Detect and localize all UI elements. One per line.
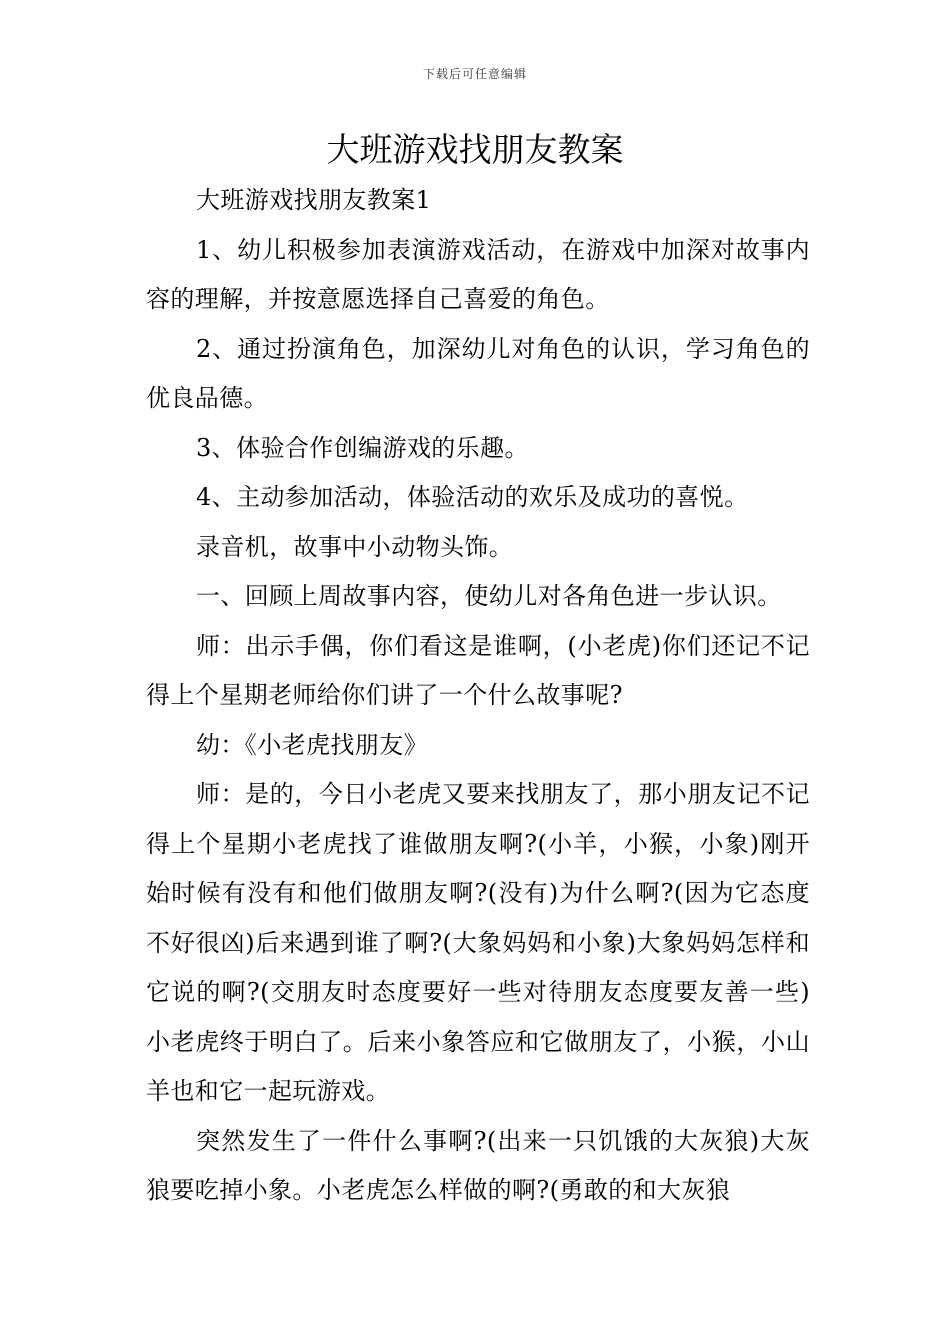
step-1-paragraph: 一、回顾上周故事内容，使幼儿对各角色进一步认识。 [196, 582, 782, 610]
document-title: 大班游戏找朋友教案 [326, 130, 624, 169]
header-note: 下载后可任意编辑 [422, 67, 527, 81]
story-event-paragraph: 突然发生了一件什么事啊?(出来一只饥饿的大灰狼)大灰狼要吃掉小象。小老虎怎么样做的啊?(勇敢的和大灰狼 [146, 1126, 810, 1204]
objective-4-paragraph: 4、主动参加活动，体验活动的欢乐及成功的喜悦。 [196, 483, 749, 511]
subtitle-paragraph: 大班游戏找朋友教案1 [196, 186, 432, 214]
child-line-paragraph: 幼：《小老虎找朋友》 [196, 730, 428, 759]
objective-2-paragraph: 2、通过扮演角色，加深幼儿对角色的认识，学习角色的优良品德。 [146, 334, 810, 412]
objective-1-paragraph: 1、幼儿积极参加表演游戏活动，在游戏中加深对故事内容的理解，并按意愿选择自己喜爱的角色。 [146, 235, 810, 313]
story-review-paragraph: 师：是的，今日小老虎又要来找朋友了，那小朋友记不记得上个星期小老虎找了谁做朋友啊?(小羊，小猴，小象)刚开始时候有没有和他们做朋友啊?(没有)为什么啊?(因为它态度不好很凶)后来遇到谁了啊?(大象妈妈和小象)大象妈妈怎样和它说的啊?(交朋友时态度要好一些对待朋友态度要友善一些)小老虎终于明白了。后来小象答应和它做朋友了，小猴，小山羊也和它一起玩游戏。 [146, 780, 810, 1105]
teacher-line-paragraph: 师：出示手偶，你们看这是谁啊，(小老虎)你们还记不记得上个星期老师给你们讲了一个什么故事呢? [146, 631, 810, 709]
objective-3-paragraph: 3、体验合作创编游戏的乐趣。 [196, 433, 529, 462]
materials-paragraph: 录音机，故事中小动物头饰。 [196, 532, 514, 561]
document-body [146, 176, 810, 1216]
